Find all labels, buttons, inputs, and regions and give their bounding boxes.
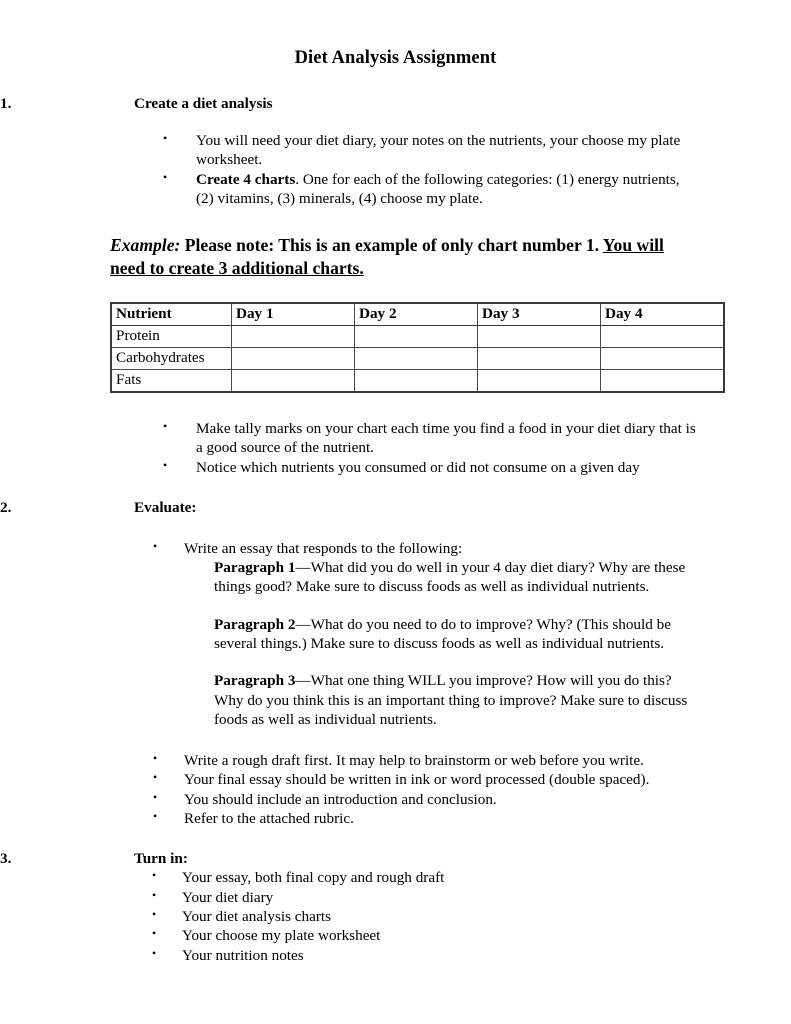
section-2-number: 2. <box>0 498 12 516</box>
column-header-nutrient: Nutrient <box>111 303 232 326</box>
cell-day-3[interactable] <box>478 325 601 347</box>
evaluate-bullet-list <box>0 751 791 828</box>
table-row <box>111 369 724 392</box>
paragraph-2-text: —What do you need to do to improve? Why? (This should be several things.) Make sure to discuss foods as well as individual nutrients. <box>214 615 671 652</box>
section-2-heading <box>0 499 791 517</box>
essay-paragraph-1 <box>110 558 791 597</box>
bullet-icon: • <box>153 809 158 824</box>
bullet-icon: • <box>152 906 157 921</box>
example-note <box>0 234 791 280</box>
section-3-heading-text: Turn in: <box>134 850 188 868</box>
section-1-number: 1. <box>0 95 12 112</box>
cell-day-4[interactable] <box>601 347 725 369</box>
section-3-number: 3. <box>0 850 12 868</box>
column-header-day-1: Day 1 <box>232 303 355 326</box>
list-item-text: Your final essay should be written in ink or word processed (double spaced). <box>184 771 650 789</box>
section-1-heading-text: Create a diet analysis <box>134 95 273 112</box>
cell-day-3[interactable] <box>478 347 601 369</box>
section-1-bullet-list <box>0 131 791 208</box>
bullet-icon: • <box>152 868 157 883</box>
cell-day-2[interactable] <box>355 369 478 392</box>
list-item-text <box>196 170 699 209</box>
list-item <box>110 751 699 770</box>
paragraph-3-text: —What one thing WILL you improve? How will you do this? Why do you think this is an important thing to improve? Make sure to discuss foods as well as individual nutrients. <box>214 672 688 728</box>
example-label: Example: <box>110 235 181 256</box>
list-item-text: Your choose my plate worksheet <box>182 927 381 945</box>
table-row <box>111 347 724 369</box>
section-evaluate <box>0 499 791 829</box>
bullet-icon: • <box>153 538 158 553</box>
cell-nutrient: Fats <box>111 369 232 392</box>
list-item-text: Your essay, both final copy and rough draft <box>182 869 445 887</box>
bullet-icon: • <box>152 926 157 941</box>
evaluate-intro-bullet-list <box>0 539 791 558</box>
list-item <box>110 539 699 558</box>
list-item-text: Write an essay that responds to the following: <box>184 539 463 557</box>
list-item-text: Your diet analysis charts <box>182 907 332 925</box>
bullet-icon: • <box>153 789 158 804</box>
cell-day-3[interactable] <box>478 369 601 392</box>
paragraph-1-text: —What did you do well in your 4 day diet diary? Why are these things good? Make sure to discuss foods as well as individual nutrients. <box>214 559 686 596</box>
section-turn-in <box>0 850 791 964</box>
paragraph-1-label: Paragraph 1 <box>214 559 296 577</box>
cell-nutrient: Carbohydrates <box>111 347 232 369</box>
list-item-rest: . One for each of the following categories: (1) energy nutrients, (2) vitamins, (3) minerals, (4) choose my plate. <box>196 170 680 207</box>
list-item <box>110 790 699 809</box>
paragraph-3-label: Paragraph 3 <box>214 672 296 690</box>
paragraph-2-label: Paragraph 2 <box>214 615 296 633</box>
cell-day-4[interactable] <box>601 325 725 347</box>
bullet-icon: • <box>152 887 157 902</box>
table-header-row <box>111 303 724 326</box>
turn-in-bullet-list <box>0 868 791 964</box>
essay-paragraph-block <box>0 558 791 729</box>
list-item-text: Your diet diary <box>182 888 274 906</box>
list-item-text: Refer to the attached rubric. <box>184 810 354 828</box>
cell-day-1[interactable] <box>232 369 355 392</box>
table-row <box>111 325 724 347</box>
tally-bullet-list <box>0 419 791 477</box>
list-item <box>110 770 699 789</box>
column-header-day-2: Day 2 <box>355 303 478 326</box>
bullet-icon: • <box>163 169 168 184</box>
bullet-icon: • <box>153 751 158 766</box>
list-item-text: Write a rough draft first. It may help to brainstorm or web before you write. <box>184 752 644 770</box>
list-item-text: You should include an introduction and conclusion. <box>184 790 497 808</box>
cell-nutrient: Protein <box>111 325 232 347</box>
list-item <box>110 868 699 887</box>
list-item-text: Notice which nutrients you consumed or did not consume on a given day <box>196 458 640 476</box>
list-item <box>110 458 699 477</box>
cell-day-1[interactable] <box>232 347 355 369</box>
page-title: Diet Analysis Assignment <box>294 48 497 68</box>
list-item <box>110 907 699 926</box>
cell-day-2[interactable] <box>355 325 478 347</box>
list-item <box>110 419 699 458</box>
example-text: Please note: This is an example of only chart number 1. <box>180 235 603 256</box>
cell-day-4[interactable] <box>601 369 725 392</box>
column-header-day-3: Day 3 <box>478 303 601 326</box>
column-header-day-4: Day 4 <box>601 303 725 326</box>
list-item <box>110 131 699 170</box>
section-create-diet-analysis <box>0 95 791 208</box>
list-item-text: Your nutrition notes <box>182 946 304 964</box>
list-item <box>110 946 699 965</box>
list-item <box>110 170 699 209</box>
section-1-heading <box>0 95 791 113</box>
list-item-text: You will need your diet diary, your notes on the nutrients, your choose my plate worksheet. <box>196 132 681 169</box>
essay-paragraph-3 <box>110 671 791 729</box>
bullet-icon: • <box>152 945 157 960</box>
bullet-icon: • <box>163 457 168 472</box>
list-item <box>110 809 699 828</box>
cell-day-2[interactable] <box>355 347 478 369</box>
list-item-bold-lead: Create 4 charts <box>196 170 296 188</box>
list-item <box>110 926 699 945</box>
essay-paragraph-2 <box>110 615 791 654</box>
bullet-icon: • <box>163 418 168 433</box>
bullet-icon: • <box>163 131 168 145</box>
section-2-heading-text: Evaluate: <box>134 498 197 516</box>
list-item <box>110 888 699 907</box>
bullet-icon: • <box>153 770 158 785</box>
cell-day-1[interactable] <box>232 325 355 347</box>
nutrient-chart-table <box>110 302 725 393</box>
section-3-heading <box>0 850 791 868</box>
example-underlined-text: You will need to create 3 additional charts. <box>110 235 664 279</box>
list-item-text: Make tally marks on your chart each time you find a food in your diet diary that is a good source of the nutrient. <box>196 419 696 457</box>
